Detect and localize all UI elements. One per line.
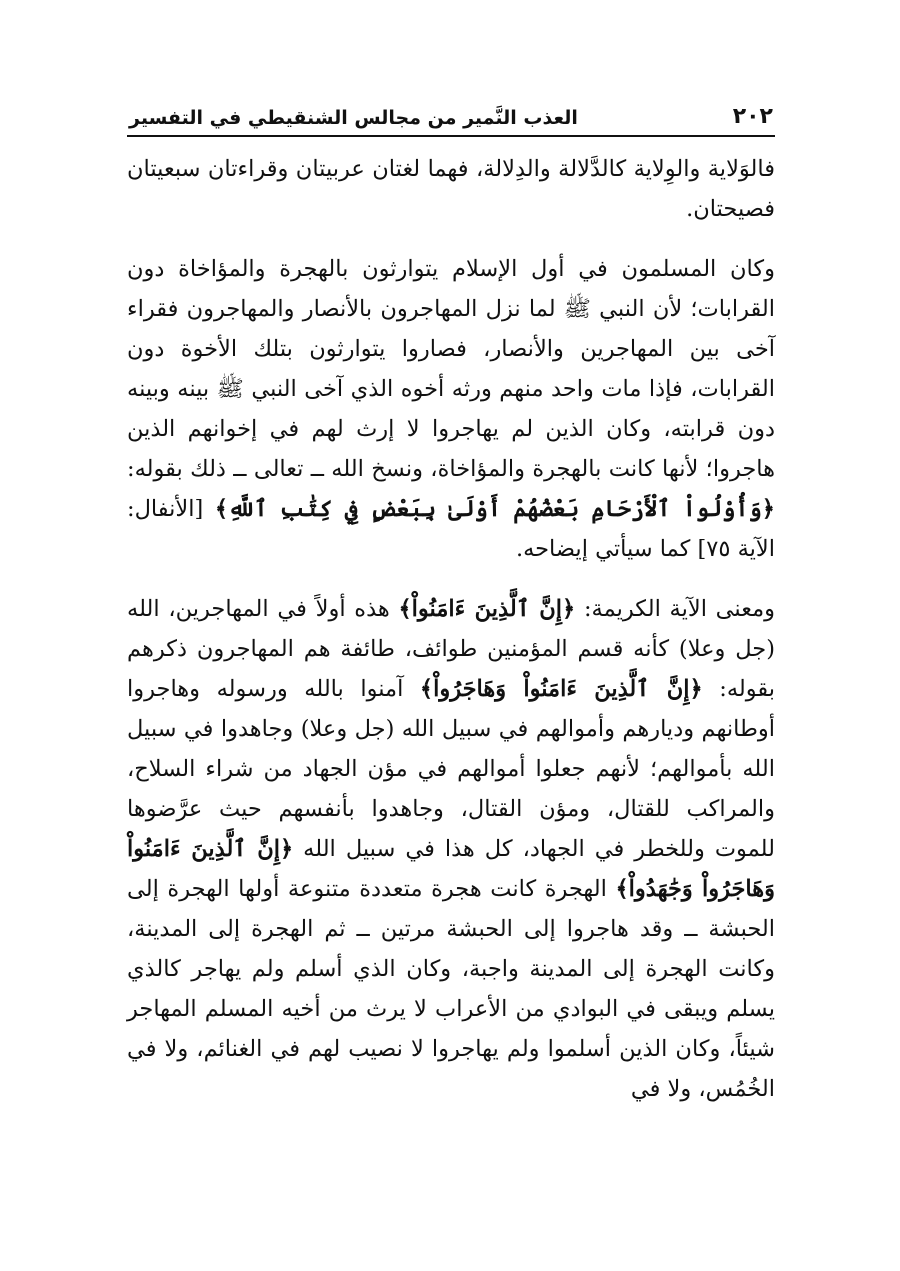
paragraph-3 <box>127 589 775 1109</box>
quran-verse-1: ﴿إِنَّ ٱلَّذِينَ ءَامَنُواْ﴾ <box>398 596 576 622</box>
running-header <box>127 95 775 137</box>
paragraph-3-text-1: ومعنى الآية الكريمة: <box>575 596 775 622</box>
paragraph-3-text-2: هذه أولاً في المهاجرين، الله (جل وعلا) كأنه قسم المؤمنين طوائف، طائفة هم المهاجرون ذكرهم بقوله: <box>127 596 775 702</box>
paragraph-gap <box>127 229 775 249</box>
quran-verse-2: ﴿إِنَّ ٱلَّذِينَ ءَامَنُواْ وَهَاجَرُواْ﴾ <box>419 676 703 702</box>
page-number: ٢٠٢ <box>732 104 773 129</box>
quran-verse-3: ﴿إِنَّ ٱلَّذِينَ ءَامَنُواْ وَهَاجَرُواْ وَجَٰهَدُواْ﴾ <box>127 836 775 902</box>
paragraph-1: فالوَلاية والوِلاية كالدَّلالة والدِلالة، فهما لغتان عربيتان وقراءتان سبعيتان فصيحتان. <box>127 156 775 222</box>
paragraph-gap <box>127 569 775 589</box>
book-title: العذب النَّمير من مجالس الشنقيطي في التفسير <box>129 107 578 129</box>
paragraph-2-text-before: وكان المسلمون في أول الإسلام يتوارثون بالهجرة والمؤاخاة دون القرابات؛ لأن النبي ﷺ لما نزل المهاجرون بالأنصار والمهاجرون فقراء آخى بين المهاجرين والأنصار، فصاروا يتوارثون بتلك الأخوة دون القرابات، فإذا مات واحد منهم ورثه أخوه الذي آخى النبي ﷺ بينه وبينه دون قرابته، وكان الذين لم يهاجروا لا إرث لهم في إخوانهم الذين هاجروا؛ لأنها كانت بالهجرة والمؤاخاة، ونسخ الله ــ تعالى ــ ذلك بقوله: <box>127 256 775 482</box>
paragraph-3-text-4: الهجرة كانت هجرة متعددة متنوعة أولها الهجرة إلى الحبشة ــ وقد هاجروا إلى الحبشة مرتين ــ ثم الهجرة إلى المدينة، وكانت الهجرة إلى المدينة واجبة، وكان الذي أسلم ولم يهاجر كالذي يسلم ويبقى في البوادي من الأعراب لا يرث من أخيه المسلم المهاجر شيئاً، وكان الذين أسلموا ولم يهاجروا لا نصيب لهم في الغنائم، ولا في الخُمُس، ولا في <box>127 876 775 1102</box>
book-page <box>127 95 775 1109</box>
paragraph-3-text-3: آمنوا بالله ورسوله وهاجروا أوطانهم وديارهم وأموالهم في سبيل الله (جل وعلا) وجاهدوا في سبيل الله بأموالهم؛ لأنهم جعلوا أموالهم في مؤن الجهاد من شراء السلاح، والمراكب للقتال، ومؤن القتال، وجاهدوا بأنفسهم حيث عرَّضوها للموت وللخطر في الجهاد، كل هذا في سبيل الله <box>127 676 775 862</box>
body-text <box>127 149 775 1109</box>
quran-verse-anfal-75: ﴿وَأُوْلُواْ ٱلْأَرْحَامِ بَعْضُهُمْ أَوْلَىٰ بِبَعْضٍ فِي كِتَٰبِ ٱللَّهِ﴾ <box>214 496 775 522</box>
paragraph-2-text-after: [الأنفال: الآية ٧٥] كما سيأتي إيضاحه. <box>127 496 775 562</box>
paragraph-2 <box>127 249 775 569</box>
